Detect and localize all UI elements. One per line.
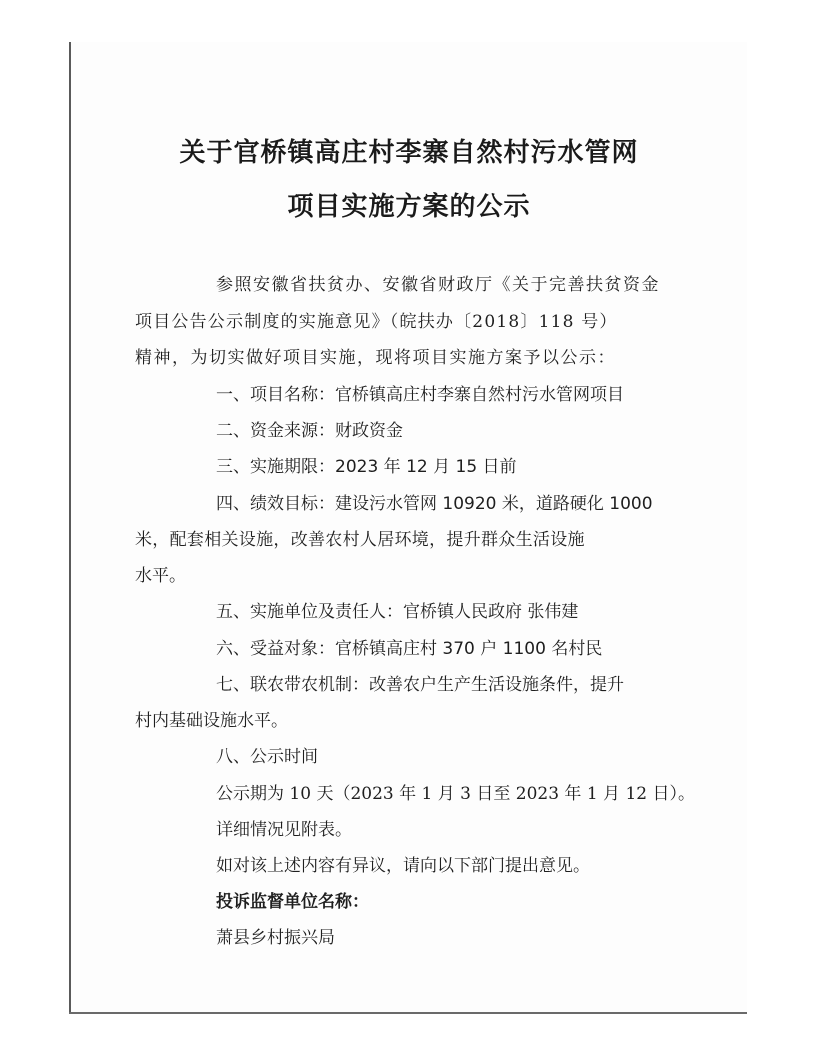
intro-paragraph-line2: 项目公告公示制度的实施意见》（皖扶办〔2018〕118 号） bbox=[135, 312, 618, 332]
objection-note: 如对该上述内容有异议，请向以下部门提出意见。 bbox=[216, 856, 590, 876]
detail-note: 详细情况见附表。 bbox=[216, 820, 352, 840]
item-beneficiaries: 六、受益对象：官桥镇高庄村 370 户 1100 名村民 bbox=[216, 639, 603, 659]
item-implementing-unit: 五、实施单位及责任人：官桥镇人民政府 张伟建 bbox=[216, 602, 579, 622]
item-performance-goal-line1: 四、绩效目标：建设污水管网 10920 米，道路硬化 1000 bbox=[216, 494, 653, 514]
item-linkage-mechanism-line2: 村内基础设施水平。 bbox=[135, 711, 288, 731]
notice-title-line1: 关于官桥镇高庄村李寨自然村污水管网 bbox=[179, 138, 639, 168]
notice-title-line2: 项目实施方案的公示 bbox=[287, 192, 531, 222]
item-performance-goal-line3: 水平。 bbox=[135, 566, 186, 586]
supervising-bureau: 萧县乡村振兴局 bbox=[216, 928, 335, 948]
item-funding-source: 二、资金来源：财政资金 bbox=[216, 421, 403, 441]
item-publicity-time: 八、公示时间 bbox=[216, 747, 318, 767]
scan-edge-bottom bbox=[69, 1012, 747, 1014]
item-deadline: 三、实施期限：2023 年 12 月 15 日前 bbox=[216, 457, 517, 477]
intro-paragraph-line3: 精神，为切实做好项目实施，现将项目实施方案予以公示： bbox=[135, 348, 616, 368]
item-linkage-mechanism-line1: 七、联农带农机制：改善农户生产生活设施条件，提升 bbox=[216, 675, 624, 695]
publicity-period: 公示期为 10 天（2023 年 1 月 3 日至 2023 年 1 月 12 日）。 bbox=[216, 784, 695, 804]
item-project-name: 一、项目名称：官桥镇高庄村李寨自然村污水管网项目 bbox=[216, 385, 624, 405]
complaint-unit-label: 投诉监督单位名称： bbox=[216, 892, 369, 912]
item-performance-goal-line2: 米，配套相关设施，改善农村人居环境，提升群众生活设施 bbox=[135, 530, 585, 550]
document-page bbox=[71, 42, 747, 1012]
intro-paragraph-line1: 参照安徽省扶贫办、安徽省财政厅《关于完善扶贫资金 bbox=[216, 275, 660, 295]
